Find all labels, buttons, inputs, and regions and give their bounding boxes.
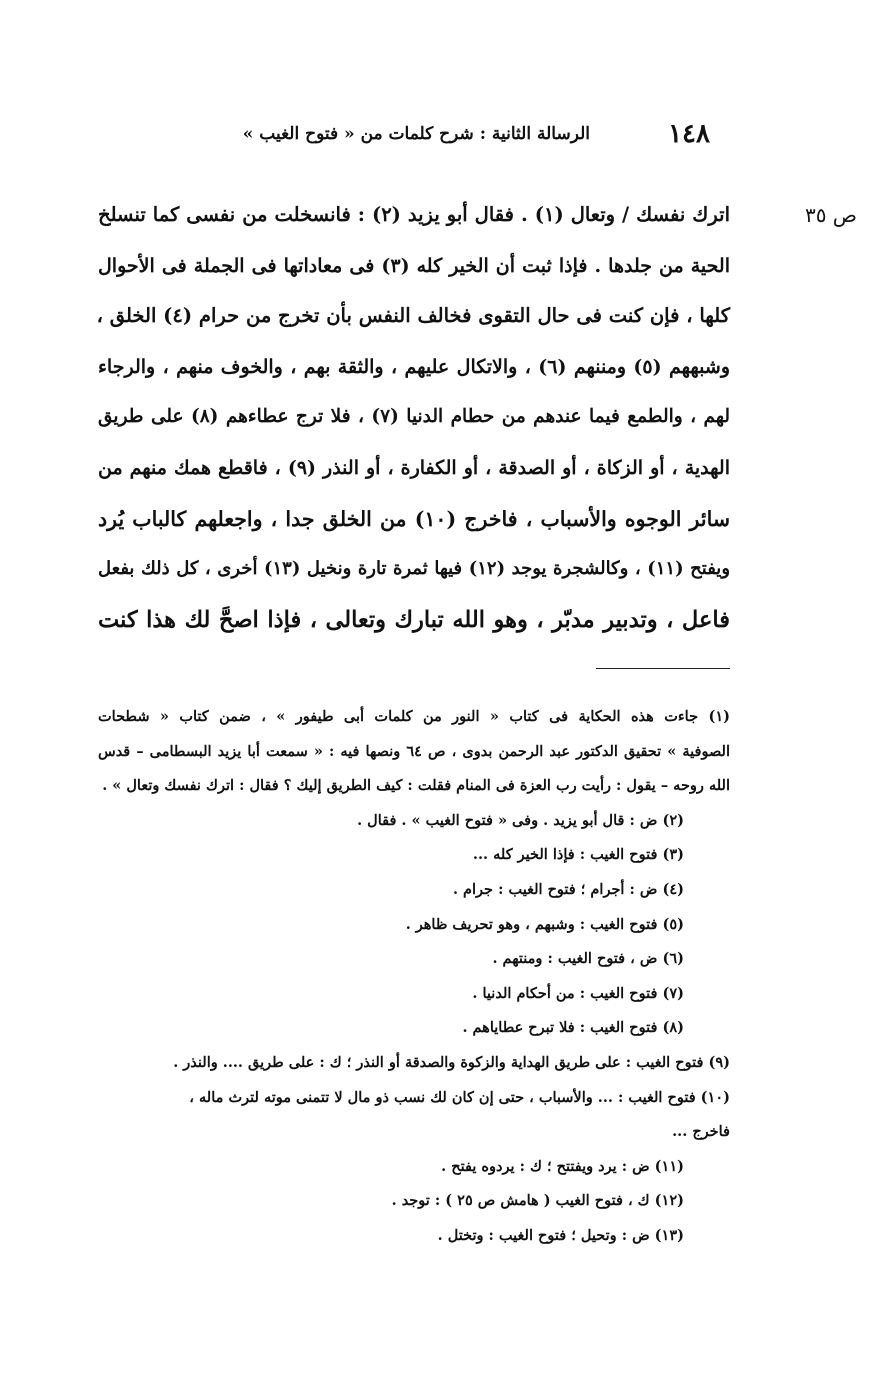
footnote-line: (٣) فتوح الغيب : فإذا الخير كله ... — [472, 846, 684, 864]
page-header — [180, 116, 710, 152]
text-line: وشبههم (٥) ومننهم (٦) ، والاتكال عليهم ، والثقة بهم ، والخوف منهم ، والرجاء — [98, 355, 731, 378]
text-line: ويفتح (١١) ، وكالشجرة يوجد (١٢) فيها ثمرة تارة ونخيل (١٣) أخرى ، كل ذلك بفعل — [98, 558, 731, 580]
text-line: الحية من جلدها . فإذا ثبت أن الخير كله (٣) فى معاداتها فى الجملة فى الأحوال — [98, 254, 730, 277]
running-title: الرسالة الثانية : شرح كلمات من « فتوح الغيب » — [242, 124, 590, 144]
text-line: سائر الوجوه والأسباب ، فاخرج (١٠) من الخلق جدا ، واجعلهم كالباب يُرد — [98, 506, 730, 531]
footnote-line: (٩) فتوح الغيب : على طريق الهداية والزكوة والصدقة أو النذر ؛ ك : على طريق .... والنذر . — [173, 1053, 730, 1071]
footnote-line: (١٣) ض : وتحيل ؛ فتوح الغيب : وتختل . — [437, 1226, 684, 1244]
footnote-line: (٢) ض : قال أبو يزيد . وفى « فتوح الغيب » . فقال . — [357, 811, 684, 829]
main-text — [98, 190, 730, 645]
footnote-line: (١) جاءت هذه الحكاية فى كتاب « النور من كلمات أبى طيفور » ، ضمن كتاب « شطحات — [98, 708, 730, 725]
page-number: ١٤٨ — [668, 119, 710, 149]
footnote-line: (٦) ض ، فتوح الغيب : ومنتهم . — [492, 950, 684, 968]
footnote-line: (٨) فتوح الغيب : فلا تبرح عطاياهم . — [462, 1019, 684, 1037]
footnote-line: الصوفية » تحقيق الدكتور عبد الرحمن بدوى ، ص ٦٤ ونصها فيه : « سمعت أبا يزيد البسطامى – قدس — [98, 742, 730, 760]
footnotes — [98, 700, 730, 1254]
footnote-line: فاخرج ... — [672, 1123, 730, 1141]
footnote-line: (٤) ض : أجرام ؛ فتوح الغيب : جرام . — [452, 880, 684, 898]
footnote-separator — [596, 668, 730, 669]
footnote-line: (١٢) ك ، فتوح الغيب ( هامش ص ٢٥ ) : توجد . — [391, 1192, 684, 1210]
footnote-line: الله روحه – يقول : رأيت رب العزة فى المنام فقلت : كيف الطريق إليك ؟ فقال : اترك نفسك وتعال » . — [102, 777, 730, 795]
footnote-line: (٥) فتوح الغيب : وشبهم ، وهو تحريف ظاهر . — [405, 915, 684, 933]
text-line: الهدية ، أو الزكاة ، أو الصدقة ، أو الكفارة ، أو النذر (٩) ، فاقطع همك منهم من — [98, 456, 730, 479]
text-line: لهم ، والطمع فيما عندهم من حطام الدنيا (٧) ، فلا ترج عطاءهم (٨) على طريق — [98, 406, 730, 428]
margin-page-reference: ص ٣٥ — [804, 203, 857, 227]
text-line: اترك نفسك / وتعال (١) . فقال أبو يزيد (٢) : فانسخلت من نفسى كما تنسلخ — [98, 203, 730, 226]
footnote-line: (١٠) فتوح الغيب : ... والأسباب ، حتى إن كان لك نسب ذو مال لا تتمنى موته لترث ماله ، — [189, 1088, 730, 1106]
footnote-line: (٧) فتوح الغيب : من أحكام الدنيا . — [472, 984, 684, 1002]
text-line: فاعل ، وتدبير مدبّر ، وهو الله تبارك وتعالى ، فإذا اصحَّ لك هذا كنت — [98, 606, 730, 633]
footnote-line: (١١) ض : يرد ويفتتح ؛ ك : يردوه يفتح . — [441, 1157, 684, 1175]
text-line: كلها ، فإن كنت فى حال التقوى فخالف النفس بأن تخرج من حرام (٤) الخلق ، — [96, 304, 730, 328]
